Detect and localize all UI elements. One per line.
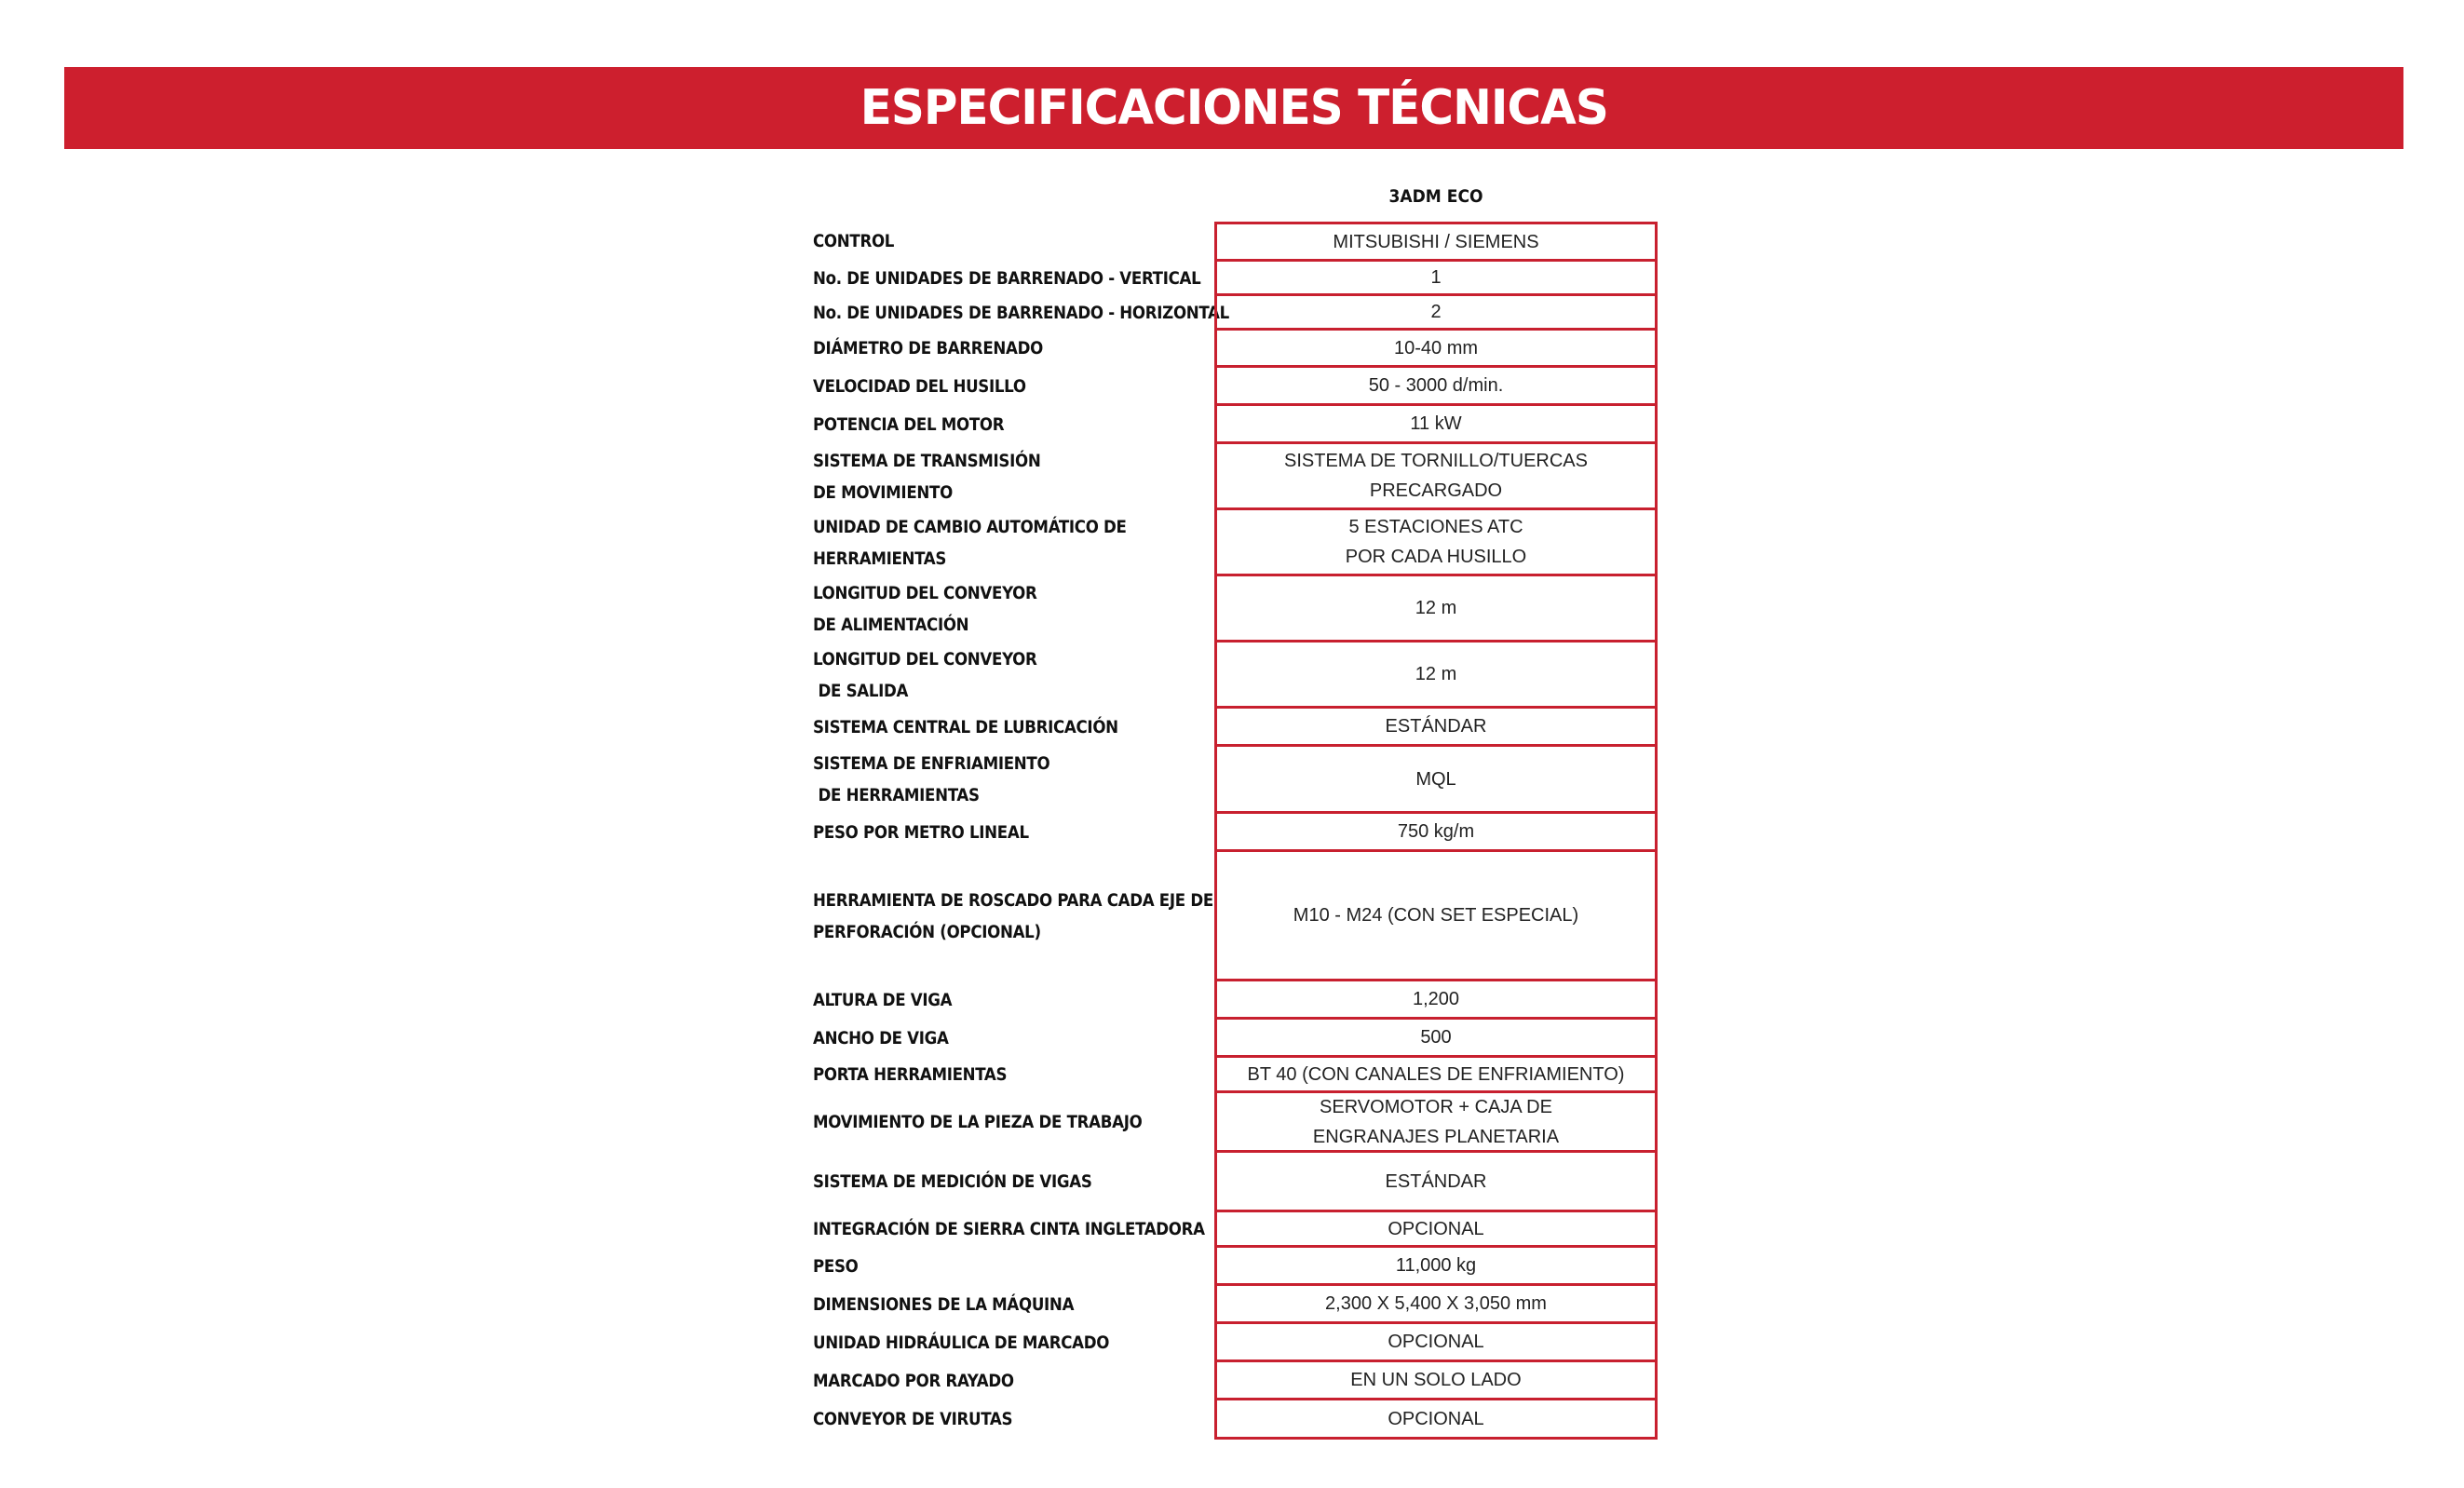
spec-label: CONVEYOR DE VIRUTAS — [813, 1410, 1013, 1429]
spec-label: DIMENSIONES DE LA MÁQUINA — [813, 1294, 1075, 1315]
spec-label: PORTA HERRAMIENTAS — [813, 1065, 1008, 1085]
spec-label: VELOCIDAD DEL HUSILLO — [813, 376, 1026, 397]
spec-value: M10 - M24 (CON SET ESPECIAL) — [1214, 852, 1658, 981]
spec-row — [0, 1400, 2464, 1440]
spec-row — [0, 1058, 2464, 1093]
spec-label: ANCHO DE VIGA — [813, 1028, 949, 1048]
spec-value: 12 m — [1214, 643, 1658, 709]
spec-value: SERVOMOTOR + CAJA DE ENGRANAJES PLANETARIA — [1214, 1093, 1658, 1153]
spec-value: 1,200 — [1214, 981, 1658, 1020]
spec-row — [0, 331, 2464, 368]
spec-value: OPCIONAL — [1214, 1324, 1658, 1362]
spec-row — [0, 510, 2464, 576]
spec-value: 2 — [1214, 296, 1658, 331]
spec-value: 12 m — [1214, 576, 1658, 643]
spec-row — [0, 444, 2464, 510]
model-column-header: 3ADM ECO — [1388, 186, 1483, 207]
spec-row — [0, 1153, 2464, 1212]
spec-row — [0, 1248, 2464, 1286]
spec-label: DIÁMETRO DE BARRENADO — [813, 339, 1043, 358]
spec-row — [0, 814, 2464, 852]
spec-label: HERRAMIENTA DE ROSCADO PARA CADA EJE DE PERFORACIÓN (OPCIONAL) — [813, 890, 1213, 942]
spec-row — [0, 1286, 2464, 1324]
spec-value: 2,300 X 5,400 X 3,050 mm — [1214, 1286, 1658, 1324]
spec-value: MITSUBISHI / SIEMENS — [1214, 222, 1658, 262]
spec-value: 50 - 3000 d/min. — [1214, 368, 1658, 406]
spec-value: ESTÁNDAR — [1214, 1153, 1658, 1212]
spec-row — [0, 1212, 2464, 1248]
spec-value: 750 kg/m — [1214, 814, 1658, 852]
spec-label: SISTEMA DE ENFRIAMIENTO DE HERRAMIENTAS — [813, 754, 1050, 805]
spec-value: OPCIONAL — [1214, 1400, 1658, 1440]
spec-row — [0, 747, 2464, 814]
spec-row — [0, 852, 2464, 981]
spec-value: SISTEMA DE TORNILLO/TUERCAS PRECARGADO — [1214, 444, 1658, 510]
spec-row — [0, 1020, 2464, 1058]
spec-value: MQL — [1214, 747, 1658, 814]
spec-label: POTENCIA DEL MOTOR — [813, 414, 1005, 435]
spec-label: SISTEMA CENTRAL DE LUBRICACIÓN — [813, 717, 1118, 737]
spec-label: PESO POR METRO LINEAL — [813, 822, 1029, 843]
spec-label: UNIDAD DE CAMBIO AUTOMÁTICO DE HERRAMIENTAS — [813, 517, 1127, 569]
spec-value: BT 40 (CON CANALES DE ENFRIAMIENTO) — [1214, 1058, 1658, 1093]
spec-label: UNIDAD HIDRÁULICA DE MARCADO — [813, 1332, 1110, 1353]
spec-label: MOVIMIENTO DE LA PIEZA DE TRABAJO — [813, 1113, 1143, 1132]
spec-label: LONGITUD DEL CONVEYOR DE SALIDA — [813, 649, 1037, 701]
spec-row — [0, 406, 2464, 444]
spec-label: No. DE UNIDADES DE BARRENADO - VERTICAL — [813, 268, 1201, 289]
spec-value: 11 kW — [1214, 406, 1658, 444]
spec-label: MARCADO POR RAYADO — [813, 1371, 1014, 1391]
spec-value: 11,000 kg — [1214, 1248, 1658, 1286]
spec-row — [0, 576, 2464, 643]
spec-label: LONGITUD DEL CONVEYOR DE ALIMENTACIÓN — [813, 583, 1037, 635]
spec-value: OPCIONAL — [1214, 1212, 1658, 1248]
spec-value: 1 — [1214, 262, 1658, 296]
spec-label: SISTEMA DE TRANSMISIÓN DE MOVIMIENTO — [813, 451, 1041, 503]
spec-row — [0, 222, 2464, 262]
spec-label: PESO — [813, 1256, 859, 1277]
spec-row — [0, 1093, 2464, 1153]
spec-label: CONTROL — [813, 231, 895, 251]
spec-label: SISTEMA DE MEDICIÓN DE VIGAS — [813, 1172, 1092, 1192]
page-title: ESPECIFICACIONES TÉCNICAS — [860, 80, 1608, 136]
spec-row — [0, 262, 2464, 296]
spec-row — [0, 643, 2464, 709]
spec-value: 500 — [1214, 1020, 1658, 1058]
spec-row — [0, 1362, 2464, 1400]
spec-label: No. DE UNIDADES DE BARRENADO - HORIZONTAL — [813, 303, 1229, 323]
spec-row — [0, 1324, 2464, 1362]
spec-label: INTEGRACIÓN DE SIERRA CINTA INGLETADORA — [813, 1220, 1205, 1239]
spec-value: 10-40 mm — [1214, 331, 1658, 368]
spec-value: EN UN SOLO LADO — [1214, 1362, 1658, 1400]
spec-row — [0, 368, 2464, 406]
spec-row — [0, 981, 2464, 1020]
spec-value: 5 ESTACIONES ATC POR CADA HUSILLO — [1214, 510, 1658, 576]
spec-value: ESTÁNDAR — [1214, 709, 1658, 747]
spec-row — [0, 296, 2464, 331]
spec-label: ALTURA DE VIGA — [813, 990, 953, 1010]
spec-row — [0, 709, 2464, 747]
